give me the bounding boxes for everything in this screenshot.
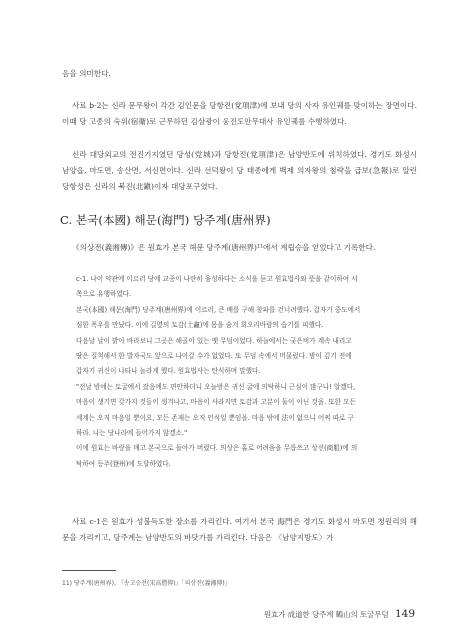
- paragraph-b2: 사료 b-2는 신라 문무왕이 각간 김인문을 당항진(党項津)에 보내 당의 사자 유인궤를 맞이하는 장면이다. 이때 당 고종의 숙위(宿衛)로 근무하던 김삼광이 웅진도안무대사 유인궤를 수행하였다.: [62, 101, 417, 127]
- running-title: 원효가 成道한 당주계 鶴山의 토굴무덤: [263, 610, 389, 619]
- quote-line: 갑자기 귀신이 나타나 놀라게 했다. 원효법사는 탄식하며 말했다.: [76, 367, 261, 376]
- paragraph-intro: 《의상전(義湘傳)》은 원효가 본국 해문 당주계(唐州界)¹¹에서 계립승을 얻었다고 기록한다.: [72, 243, 376, 252]
- paragraph-dangseong: 신라 대당외교의 전진기지였던 당성(党城)과 당항진(党項津)은 남양반도에 위치하였다. 경기도 화성시 남양읍, 마도면, 송산면, 서신면이다. 신라 선덕왕이 당 태종에게 백제 의자왕의 침략을 급보(急報)로 알린 당항성은 신라의 북진(北鎭)이자 대당포구였다.: [62, 150, 417, 192]
- quote-line: 본국(本國) 해문(海門) 당주계(唐州界)에 이르러, 큰 배를 구해 창파를 건너려했다. 갑자기 중도에서: [76, 305, 361, 314]
- quote-line: 땅은 질척해서 한 발자국도 앞으로 나아갈 수가 없었다. 또 무덤 속에서 머물렀다. 밤이 깊기 전에: [76, 352, 352, 361]
- quote-line: 이에 원효는 바랑을 매고 본국으로 돌아가 버렸다. 의상은 홀로 어려움을 무릅쓰고 상선(商船)에 의: [76, 444, 358, 453]
- quoted-source-block: [76, 272, 406, 472]
- quote-line: 탁하여 등주(登州)에 도달하였다.: [76, 459, 171, 468]
- quote-line: 쪽으로 유행하였다.: [76, 290, 132, 299]
- quote-line: 세계는 오직 마음일 뿐이요, 모든 존재는 오직 인식일 뿐임을. 마음 밖에 法이 없으니 어찌 따로 구: [76, 413, 354, 422]
- footnote-divider: [62, 570, 116, 571]
- page-number: 149: [394, 608, 415, 620]
- paragraph-c1-analysis: 사료 c-1은 원효가 성불득도한 장소를 가리킨다. 여기서 본국 海門은 경기도 화성시 마도면 청원리의 해문을 가리키고, 당주계는 남양반도의 바닷가를 가리킨다. 다음은 〈남양지방도〉가: [62, 517, 417, 543]
- quote-line: c-1. 나이 약관에 이르러 당에 교종이 나란히 융성하다는 소식을 듣고 원효법사와 뜻을 같이하여 서: [76, 275, 358, 283]
- quote-line: 하라. 나는 당나라에 들어가지 않겠소.": [76, 429, 188, 438]
- quote-line: 심한 폭우를 만났다. 이에 길옆의 토감(土龕)에 몸을 숨겨 회오리바람의 습기를 피했다.: [76, 321, 324, 330]
- quote-line: 마음이 생기면 갖가지 것들이 생겨나고, 마음이 사라지면 토감과 고분이 둘이 아닌 것을. 또한 모든: [76, 398, 356, 407]
- quote-line: "전날 밤에는 토굴에서 잤음에도 편안하더니 오늘밤은 귀신 굴에 의탁하니 근심이 많구나! 알겠다,: [76, 382, 356, 391]
- paragraph-continuation: 음을 의미한다.: [62, 69, 111, 78]
- footnote: 11) 당주계(唐州界), 『송고승전(宋高僧傳)』「의상전(義湘傳)」: [62, 580, 231, 587]
- quote-line: 다음날 날이 밝아 바라보니 그곳은 해골이 있는 옛 무덤이었다. 하늘에서는 궂은비가 계속 내리고: [76, 336, 352, 345]
- section-heading: C. 본국(本國) 해문(海門) 당주계(唐州界): [60, 213, 271, 227]
- page-footer: [264, 608, 415, 620]
